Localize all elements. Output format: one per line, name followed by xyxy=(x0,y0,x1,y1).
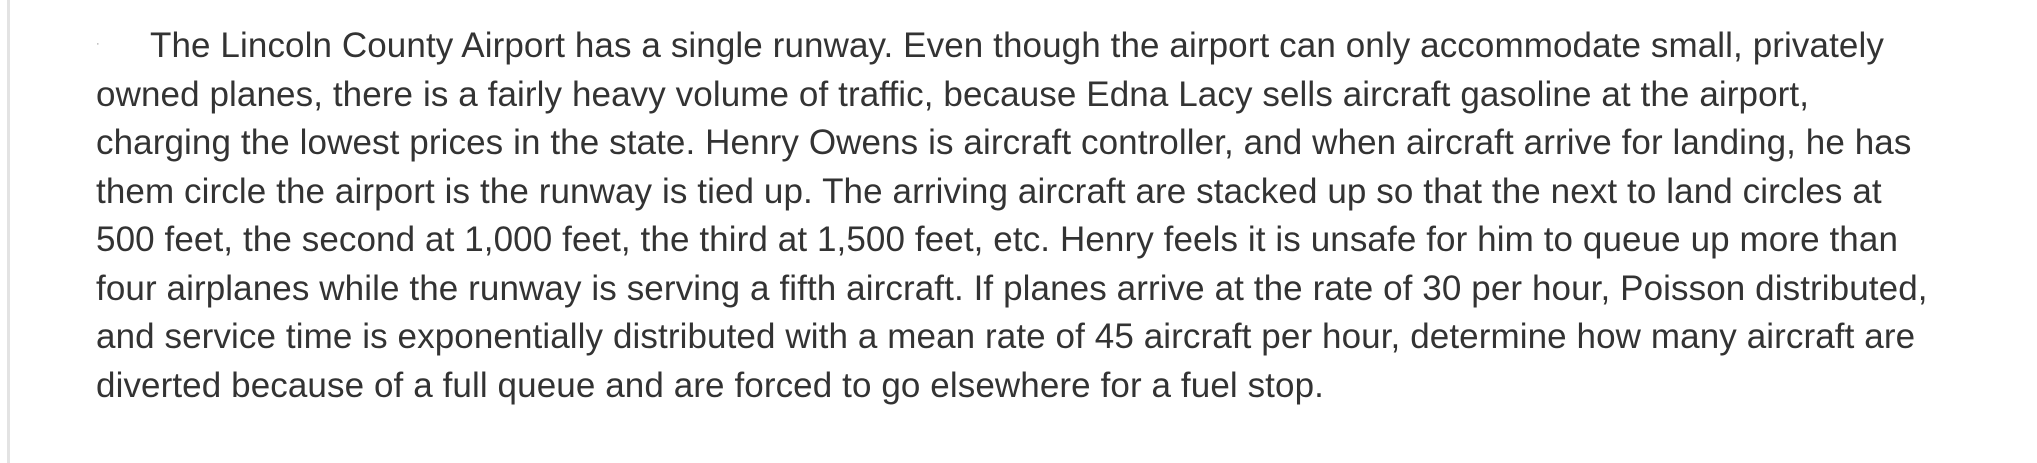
bullet-marker: · xyxy=(96,38,100,50)
left-margin-rule xyxy=(7,0,10,463)
body-paragraph: The Lincoln County Airport has a single runway. Even though the airport can only accommodate small, privately owned planes, there is a fairly heavy volume of traffic, because Edna Lacy sells aircraft gasoline at the airport, charging the lowest prices in the state. Henry Owens is aircraft controller, and when aircraft arrive for landing, he has them circle the airport is the runway is tied up. The arriving aircraft are stacked up so that the next to land circles at 500 feet, the second at 1,000 feet, the third at 1,500 feet, etc. Henry feels it is unsafe for him to queue up more than four airplanes while the runway is serving a fifth aircraft. If planes arrive at the rate of 30 per hour, Poisson distributed, and service time is exponentially distributed with a mean rate of 45 aircraft per hour, determine how many aircraft are diverted because of a full queue and are forced to go elsewhere for a fuel stop. xyxy=(96,26,1928,405)
paragraph-block xyxy=(96,22,1936,410)
